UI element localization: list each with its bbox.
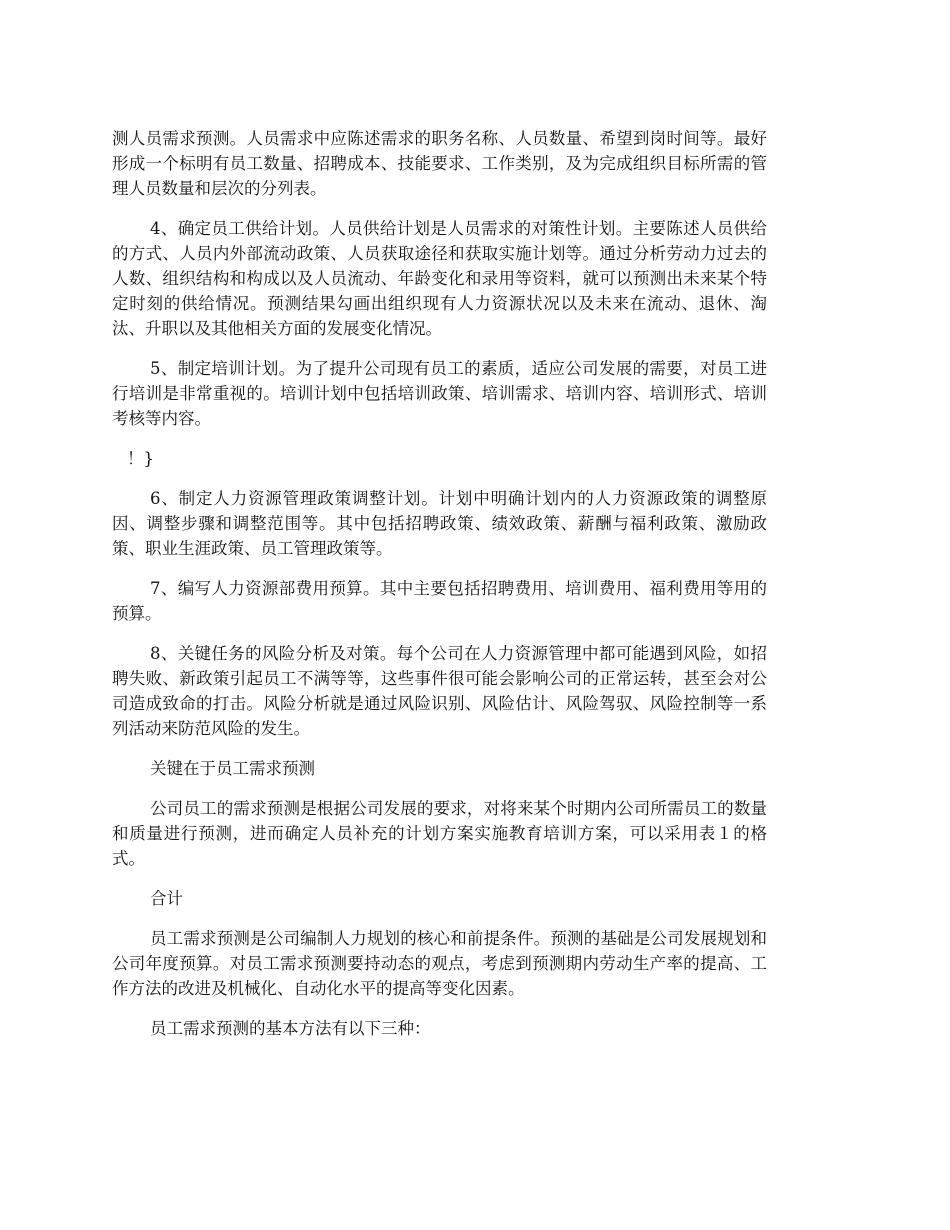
section-heading-total: 合计	[150, 889, 183, 908]
paragraph-demand-forecast: 公司员工的需求预测是根据公司发展的要求，对将来某个时期内公司所需员工的数量和质量进行预测，进而确定人员补充的计划方案实施教育培训方案，可以采用表１的格式。	[112, 799, 767, 868]
paragraph-training-plan: 5、制定培训计划。为了提升公司现有员工的素质，适应公司发展的需要，对员工进行培训是非常重视的。培训计划中包括培训政策、培训需求、培训内容、培训形式、培训考核等内容。	[112, 359, 767, 428]
document-body	[112, 126, 767, 1056]
paragraph-risk-analysis: 8、关键任务的风险分析及对策。每个公司在人力资源管理中都可能遇到风险，如招聘失败、新政策引起员工不满等等，这些事件很可能会影响公司的正常运转，甚至会对公司造成致命的打击。风险分析就是通过风险识别、风险估计、风险驾驭、风险控制等一系列活动来防范风险的发生。	[112, 644, 767, 738]
stray-characters: ！}	[127, 449, 154, 468]
paragraph-policy-adjustment-plan: 6、制定人力资源管理政策调整计划。计划中明确计划内的人力资源政策的调整原因、调整步骤和调整范围等。其中包括招聘政策、绩效政策、薪酬与福利政策、激励政策、职业生涯政策、员工管理政策等。	[112, 489, 767, 558]
paragraph-forecast-methods: 员工需求预测的基本方法有以下三种：	[150, 1019, 431, 1038]
paragraph-budget: 7、编写人力资源部费用预算。其中主要包括招聘费用、培训费用、福利费用等用的预算。	[112, 579, 767, 623]
section-heading-demand-forecast: 关键在于员工需求预测	[150, 759, 315, 778]
paragraph-forecast-core: 员工需求预测是公司编制人力规划的核心和前提条件。预测的基础是公司发展规划和公司年度预算。对员工需求预测要持动态的观点，考虑到预测期内劳动生产率的提高、工作方法的改进及机械化、自动化水平的提高等变化因素。	[112, 929, 767, 998]
paragraph-staff-supply-plan: 4、确定员工供给计划。人员供给计划是人员需求的对策性计划。主要陈述人员供给的方式、人员内外部流动政策、人员获取途径和获取实施计划等。通过分析劳动力过去的人数、组织结构和构成以及人员流动、年龄变化和录用等资料，就可以预测出未来某个特定时刻的供给情况。预测结果勾画出组织现有人力资源状况以及未来在流动、退休、淘汰、升职以及其他相关方面的发展变化情况。	[112, 219, 767, 338]
paragraph-continuation: 测人员需求预测。人员需求中应陈述需求的职务名称、人员数量、希望到岗时间等。最好形成一个标明有员工数量、招聘成本、技能要求、工作类别，及为完成组织目标所需的管理人员数量和层次的分列表。	[112, 129, 767, 198]
